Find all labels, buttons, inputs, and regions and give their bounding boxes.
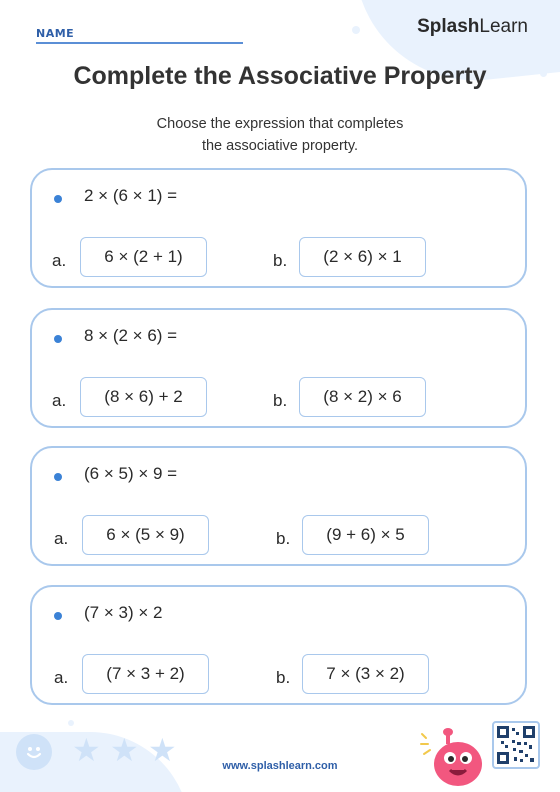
question-card-4 [30,585,527,705]
question-prompt: (6 × 5) × 9 = [84,464,178,483]
name-line [36,42,243,44]
brand-learn: Learn [479,16,528,37]
decor-dot [68,720,74,726]
option-a-box[interactable]: 6 × (5 × 9) [82,515,209,555]
page-title: Complete the Associative Property [73,62,487,90]
instructions-line-1: Choose the expression that completes [156,116,404,132]
option-b-letter: b. [276,668,291,687]
option-a-letter: a. [52,391,67,410]
bullet-icon [54,612,62,620]
option-a-letter: a. [54,668,69,687]
question-card-3 [30,446,527,566]
option-b-box[interactable]: (8 × 2) × 6 [299,377,426,417]
brand-logo [417,16,528,38]
star-icon: ★ [148,731,177,769]
star-icon: ★ [110,731,139,769]
option-a-box[interactable]: 6 × (2 + 1) [80,237,207,277]
footer-url[interactable]: www.splashlearn.com [222,760,338,772]
bullet-icon [54,195,62,203]
option-b-box[interactable]: (2 × 6) × 1 [299,237,426,277]
question-card-2 [30,308,527,428]
option-b-letter: b. [273,251,288,270]
monster-mascot-icon [420,726,486,792]
option-b-letter: b. [273,391,288,410]
question-prompt: 2 × (6 × 1) = [84,186,178,205]
decor-dot [352,26,360,34]
name-label: NAME [36,27,75,40]
option-a-letter: a. [54,529,69,548]
option-b-letter: b. [276,529,291,548]
question-card-1 [30,168,527,288]
instructions [100,113,460,157]
qr-code-icon [492,721,540,769]
option-a-box[interactable]: (7 × 3 + 2) [82,654,209,694]
option-b-box[interactable]: (9 + 6) × 5 [302,515,429,555]
option-b-box[interactable]: 7 × (3 × 2) [302,654,429,694]
star-icon: ★ [72,731,101,769]
question-prompt: 8 × (2 × 6) = [84,326,178,345]
bullet-icon [54,473,62,481]
instructions-line-2: the associative property. [201,138,359,154]
option-a-letter: a. [52,251,67,270]
brand-splash: Splash [417,16,480,37]
option-a-box[interactable]: (8 × 6) + 2 [80,377,207,417]
question-prompt: (7 × 3) × 2 [84,603,163,622]
bullet-icon [54,335,62,343]
